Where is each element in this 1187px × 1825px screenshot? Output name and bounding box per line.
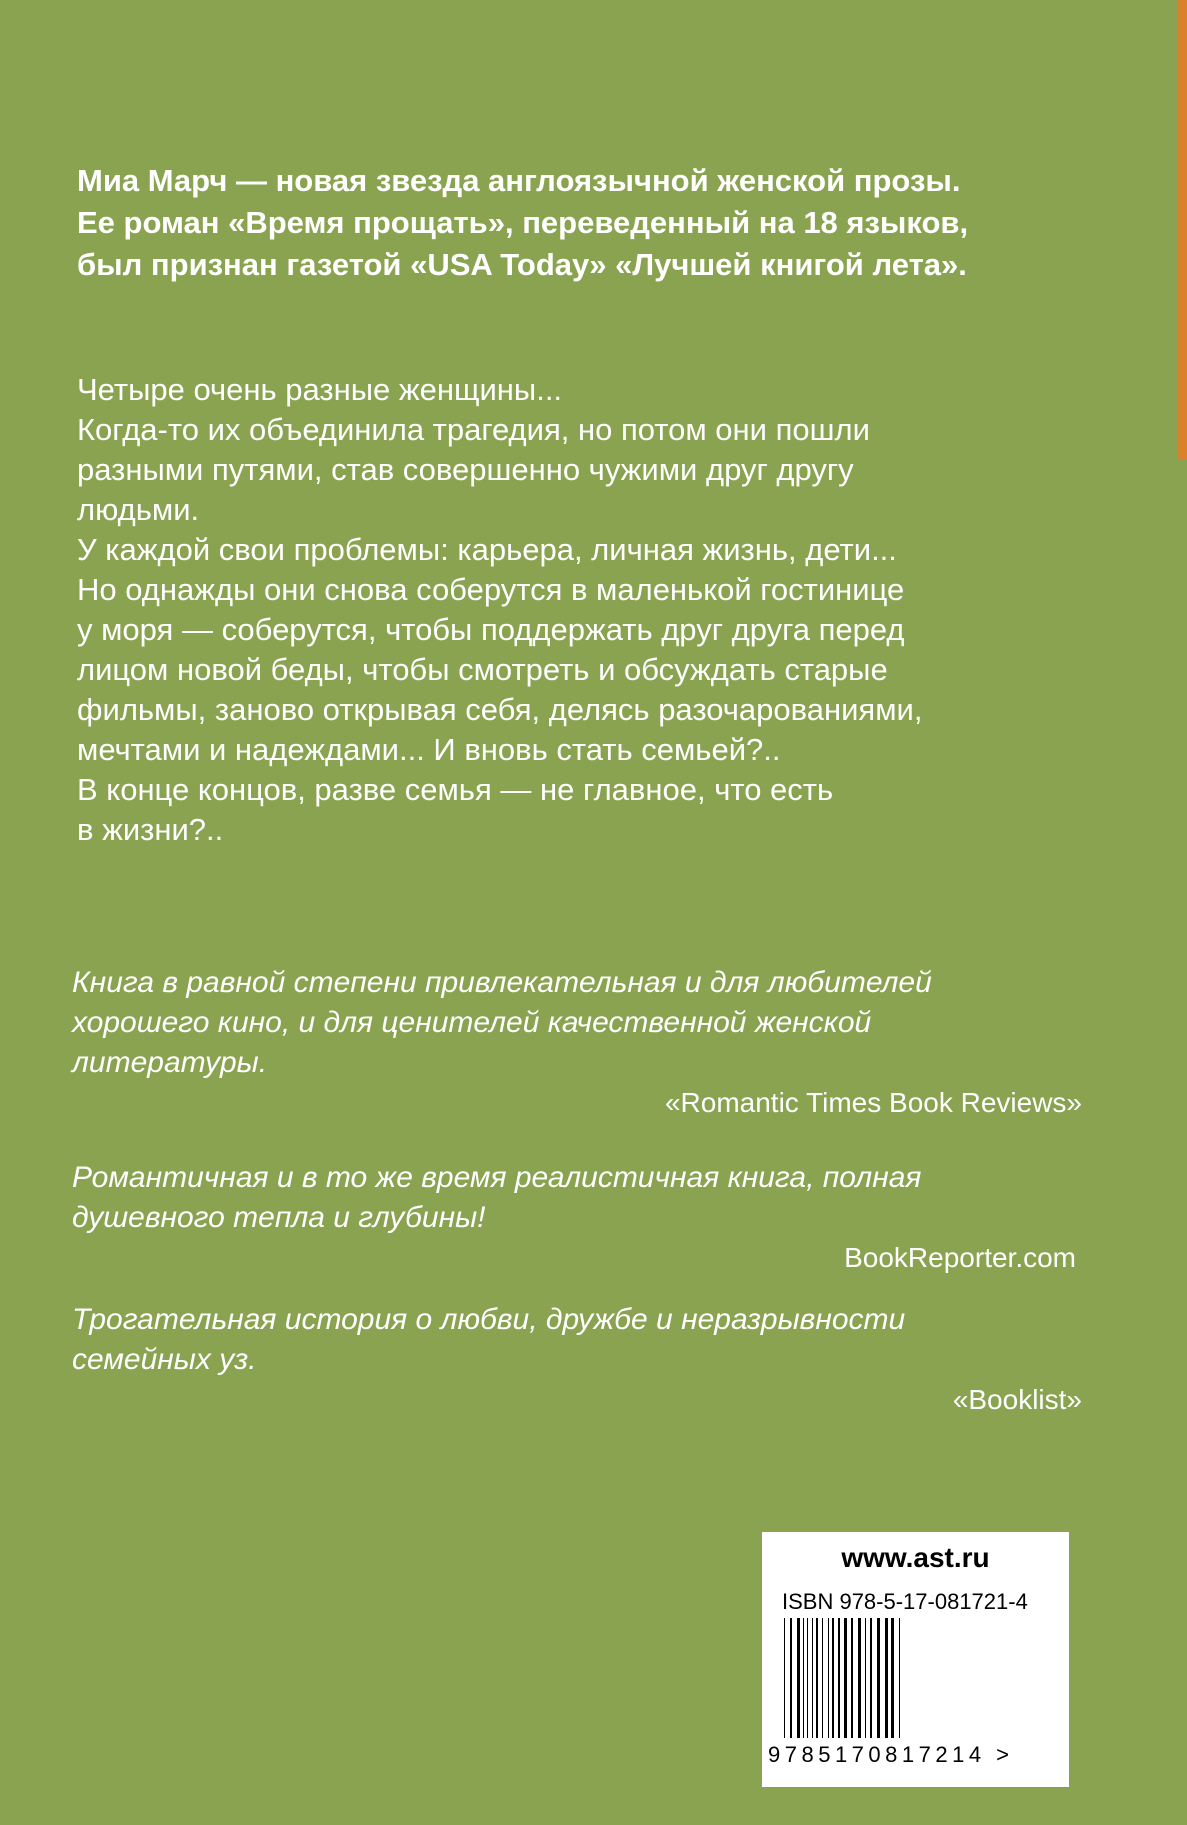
barcode-bar [844,1618,847,1738]
barcode-bar [790,1618,792,1738]
barcode-bar [822,1618,823,1738]
review-quote-line: Трогательная история о любви, дружбе и неразрывности [72,1303,906,1336]
intro-line: Ее роман «Время прощать», переведенный на 18 языков, [77,205,969,240]
blurb-line: У каждой свои проблемы: карьера, личная жизнь, дети... [77,532,897,567]
review-quote-line: Книга в равной степени привлекательная и для любителей [72,966,932,999]
review-source: «Booklist» [952,1384,1082,1415]
barcode-bar [865,1618,866,1738]
blurb-line: Но однажды они снова соберутся в маленькой гостинице [77,572,905,607]
review-romantic-times [72,963,1082,1123]
blurb-line: у моря — соберутся, чтобы поддержать друг друга перед [77,612,905,647]
author-intro [77,160,1117,286]
blurb-line: разными путями, став совершенно чужими друг другу [77,452,854,487]
barcode-bar [858,1618,861,1738]
barcode-bar [885,1618,888,1738]
blurb-line: В конце концов, разве семья — не главное, что есть [77,772,834,807]
barcode-bar [797,1618,800,1738]
blurb-line: фильмы, заново открывая себя, делясь разочарованиями, [77,692,923,727]
blurb-line: мечтами и надеждами... И вновь стать семьей?.. [77,732,781,767]
blurb-line: Четыре очень разные женщины... [77,372,563,407]
barcode-bars [784,1618,1024,1738]
blurb-line: в жизни?.. [77,812,224,847]
barcode-bar [891,1618,894,1738]
review-source: BookReporter.com [844,1242,1076,1273]
review-quote-line: семейных уз. [72,1343,257,1376]
barcode-panel [762,1532,1069,1787]
review-booklist [72,1300,1082,1420]
barcode-bar [832,1618,834,1738]
barcode-bar [807,1618,808,1738]
barcode-bar [812,1618,813,1738]
review-bookreporter [72,1158,1082,1278]
review-quote-line: хорошего кино, и для ценителей качественной женской [72,1006,872,1039]
review-source: «Romantic Times Book Reviews» [664,1087,1082,1118]
barcode-bar [803,1618,804,1738]
isbn-label: ISBN 978-5-17-081721-4 [782,1589,1028,1614]
review-quote-line: душевного тепла и глубины! [72,1201,486,1234]
barcode-bar [870,1618,872,1738]
barcode-bar [838,1618,840,1738]
blurb-line: людьми. [77,492,200,527]
blurb-line: Когда-то их объединила трагедия, но потом они пошли [77,412,870,447]
barcode-bar [828,1618,829,1738]
blurb-line: лицом новой беды, чтобы смотреть и обсуждать старые [77,652,888,687]
book-blurb [77,370,1117,850]
barcode-bar [816,1618,818,1738]
spine-accent-strip [1177,0,1187,460]
intro-line: Миа Марч — новая звезда англоязычной женской прозы. [77,163,961,198]
intro-line: был признан газетой «USA Today» «Лучшей книгой лета». [77,247,967,282]
barcode-bar [899,1618,900,1738]
review-quote-line: литературы. [72,1046,268,1079]
barcode-bar [784,1618,785,1738]
publisher-site: www.ast.ru [841,1542,990,1573]
barcode-bar [851,1618,853,1738]
barcode-digits: 9785170817214 > [768,1742,1014,1767]
review-quote-line: Романтичная и в то же время реалистичная книга, полная [72,1161,922,1194]
barcode-bar [877,1618,880,1738]
